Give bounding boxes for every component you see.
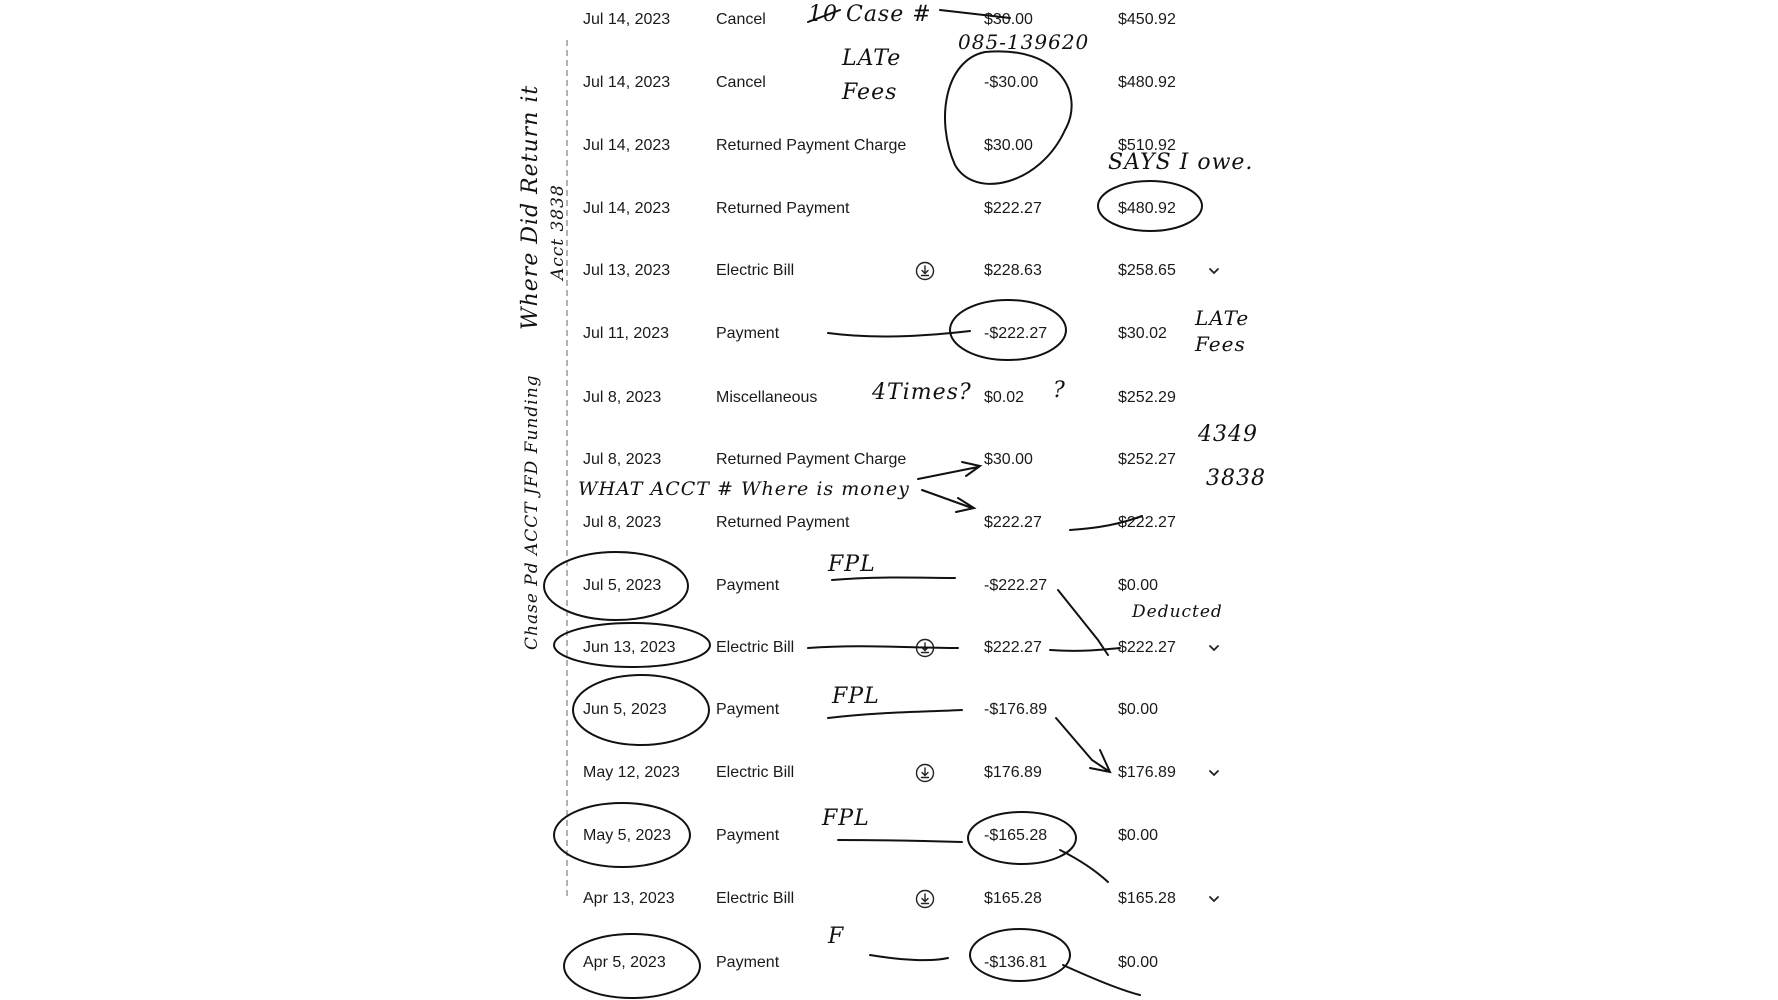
transaction-description: Returned Payment Charge <box>716 137 907 154</box>
transaction-description: Returned Payment <box>716 514 850 531</box>
transaction-description: Payment <box>716 577 780 594</box>
note-fpl-3: FPL <box>822 806 870 831</box>
transaction-row <box>0 320 1778 360</box>
transaction-amount: -$165.28 <box>984 827 1048 844</box>
transaction-amount: $165.28 <box>984 890 1042 907</box>
chevron-down-icon[interactable] <box>1207 264 1221 278</box>
transaction-amount: -$222.27 <box>984 325 1048 342</box>
transaction-description: Electric Bill <box>716 764 795 781</box>
transaction-amount: $176.89 <box>984 764 1042 781</box>
transaction-date: Jul 13, 2023 <box>583 262 671 279</box>
transaction-balance: $258.65 <box>1118 262 1176 279</box>
transaction-row <box>0 572 1778 612</box>
download-icon[interactable] <box>915 261 935 281</box>
transaction-date: Jul 14, 2023 <box>583 74 671 91</box>
transaction-balance: $450.92 <box>1118 11 1176 28</box>
transaction-balance: $252.27 <box>1118 451 1176 468</box>
transaction-date: Jul 5, 2023 <box>583 577 662 594</box>
transaction-balance: $30.02 <box>1118 325 1167 342</box>
transaction-row <box>0 132 1778 172</box>
transaction-date: Jul 14, 2023 <box>583 11 671 28</box>
note-chase: Chase Pd ACCT JFD Funding <box>522 374 542 650</box>
transaction-row <box>0 822 1778 862</box>
transaction-balance: $176.89 <box>1118 764 1176 781</box>
transaction-description: Miscellaneous <box>716 389 818 406</box>
download-icon[interactable] <box>915 638 935 658</box>
transaction-row <box>0 509 1778 549</box>
transaction-description: Electric Bill <box>716 639 795 656</box>
transaction-description: Payment <box>716 827 780 844</box>
transaction-amount: $30.00 <box>984 451 1033 468</box>
transaction-description: Cancel <box>716 11 766 28</box>
transaction-row[interactable] <box>0 759 1778 799</box>
chevron-down-icon[interactable] <box>1207 641 1221 655</box>
transaction-amount: -$176.89 <box>984 701 1048 718</box>
note-late-fees-right: LATe Fees <box>1195 306 1250 356</box>
transaction-row <box>0 195 1778 235</box>
note-late-fees-top: LATe Fees <box>842 46 902 105</box>
transaction-amount: $222.27 <box>984 200 1042 217</box>
transaction-balance: $480.92 <box>1118 74 1176 91</box>
transaction-date: Jul 8, 2023 <box>583 451 662 468</box>
transaction-balance: $510.92 <box>1118 137 1176 154</box>
transaction-balance: $0.00 <box>1118 701 1159 718</box>
note-fpl-2: FPL <box>832 684 880 709</box>
transaction-date: Jul 8, 2023 <box>583 389 662 406</box>
note-deducted: Deducted <box>1132 602 1223 622</box>
transaction-description: Electric Bill <box>716 262 795 279</box>
transaction-date: Apr 13, 2023 <box>583 890 675 907</box>
transaction-amount: $222.27 <box>984 639 1042 656</box>
transaction-date: Jul 8, 2023 <box>583 514 662 531</box>
transaction-amount: $222.27 <box>984 514 1042 531</box>
transaction-row <box>0 949 1778 989</box>
note-what-acct: WHAT ACCT # Where is money <box>578 478 910 500</box>
chevron-down-icon[interactable] <box>1207 766 1221 780</box>
note-says-i-owe: SAYS I owe. <box>1108 150 1254 175</box>
transaction-row <box>0 696 1778 736</box>
transaction-balance: $0.00 <box>1118 577 1159 594</box>
transaction-balance: $222.27 <box>1118 639 1176 656</box>
note-case-number: 085-139620 <box>958 30 1090 54</box>
transaction-date: Jun 13, 2023 <box>583 639 676 656</box>
transaction-amount: -$30.00 <box>984 74 1039 91</box>
note-acct-3838: 3838 <box>1206 466 1266 491</box>
transaction-row[interactable] <box>0 634 1778 674</box>
transaction-date: May 5, 2023 <box>583 827 672 844</box>
transaction-amount: $228.63 <box>984 262 1042 279</box>
chevron-down-icon[interactable] <box>1207 892 1221 906</box>
transaction-description: Returned Payment Charge <box>716 451 907 468</box>
note-fpl-1: FPL <box>828 552 876 577</box>
transaction-date: Jun 5, 2023 <box>583 701 667 718</box>
transaction-balance: $0.00 <box>1118 954 1159 971</box>
note-four-times: 4Times? <box>872 380 972 405</box>
transaction-row[interactable] <box>0 257 1778 297</box>
download-icon[interactable] <box>915 763 935 783</box>
transaction-row[interactable] <box>0 885 1778 925</box>
transaction-description: Electric Bill <box>716 890 795 907</box>
transaction-balance: $165.28 <box>1118 890 1176 907</box>
transaction-date: Jul 14, 2023 <box>583 200 671 217</box>
note-acct-4349: 4349 <box>1198 422 1258 447</box>
transaction-description: Payment <box>716 954 780 971</box>
note-acct-side: Acct 3838 <box>548 184 568 280</box>
transaction-amount: -$222.27 <box>984 577 1048 594</box>
transaction-date: Jul 14, 2023 <box>583 137 671 154</box>
note-question: ? <box>1053 378 1066 403</box>
transaction-description: Cancel <box>716 74 766 91</box>
download-icon[interactable] <box>915 889 935 909</box>
transaction-amount: $30.00 <box>984 137 1033 154</box>
transaction-balance: $252.29 <box>1118 389 1176 406</box>
transaction-amount: $0.02 <box>984 389 1025 406</box>
transaction-date: May 12, 2023 <box>583 764 680 781</box>
transaction-description: Returned Payment <box>716 200 850 217</box>
transaction-amount: -$136.81 <box>984 954 1048 971</box>
transaction-date: Apr 5, 2023 <box>583 954 666 971</box>
transaction-amount: $30.00 <box>984 11 1033 28</box>
transaction-description: Payment <box>716 325 780 342</box>
transaction-balance: $0.00 <box>1118 827 1159 844</box>
transaction-balance: $480.92 <box>1118 200 1176 217</box>
transaction-description: Payment <box>716 701 780 718</box>
transaction-date: Jul 11, 2023 <box>583 325 669 342</box>
note-f-mark: F <box>828 924 845 949</box>
note-case-no: 10 Case # <box>808 2 932 27</box>
note-where-did-return: Where Did Return it <box>518 84 543 330</box>
transaction-balance: $222.27 <box>1118 514 1176 531</box>
